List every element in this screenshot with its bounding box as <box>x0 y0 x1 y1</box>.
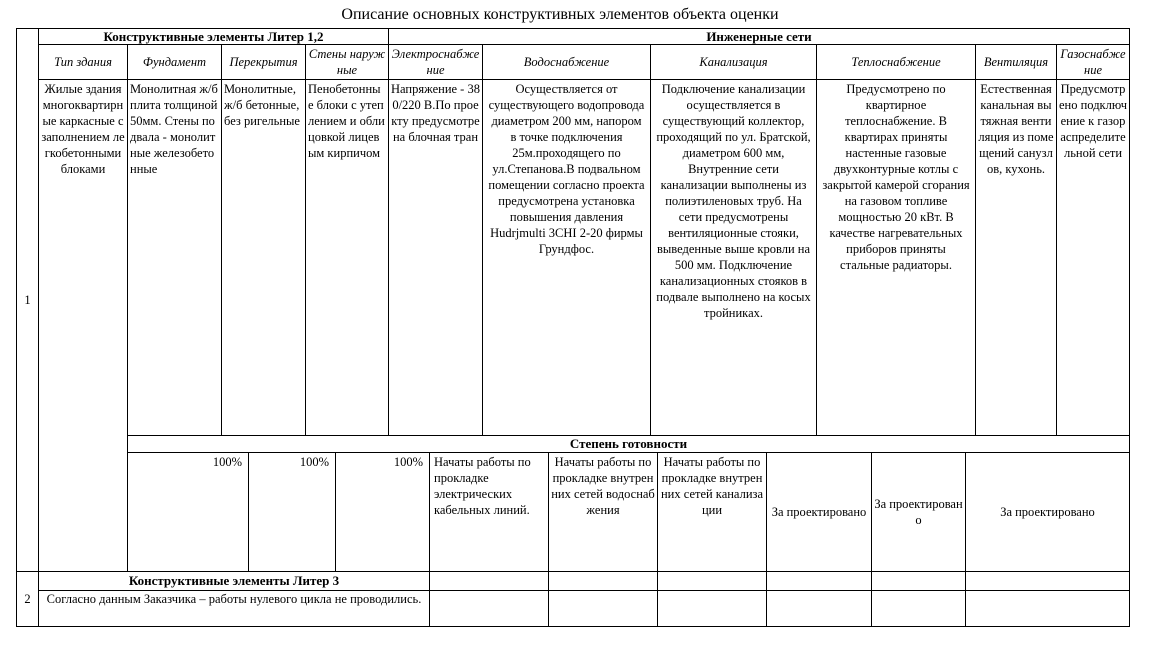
readiness-electric: Начаты работы по прокладке электрических кабельных линий. <box>434 455 531 517</box>
value-type: Жилые здания многоквартирные каркасные с заполнением легкобетонными блоками <box>41 82 125 176</box>
col-header-water: Водоснабжение <box>523 55 610 69</box>
col-header-foundation: Фундамент <box>142 55 207 69</box>
readiness-title: Степень готовности <box>569 436 688 451</box>
readiness-gas: За проектировано <box>1000 505 1095 519</box>
group-header-liter3: Конструктивные элементы Литер 3 <box>128 573 340 588</box>
readiness-water: Начаты работы по прокладке внутренних сетей водоснабжения <box>551 455 655 517</box>
value-water: Осуществляется от существующего водопровода диаметром 200 мм, напором в точке подключения 25м.проходящего по ул.Степанова.В подвальном помещении согласно проекта предусмотрена установка повышения давления Hudrjmulti 3CHI 2-20 фирмы Грундфос. <box>488 82 645 256</box>
value-electric: Напряжение - 380/220 В.По проекту предусмотрена блочная тран <box>391 82 480 144</box>
readiness-percent-1: 100% <box>212 455 242 469</box>
col-header-slabs: Перекрытия <box>229 55 298 69</box>
col-header-electric: Электроснабжение <box>391 47 480 77</box>
page-title: Описание основных конструктивных элементов объекта оценки <box>341 6 779 23</box>
col-header-sewer: Канализация <box>699 55 768 69</box>
readiness-percent-2: 100% <box>299 455 329 469</box>
value-vent: Естественная канальная вытяжная вентиляция из помещений санузлов, кухонь. <box>978 82 1054 176</box>
col-header-vent: Вентиляция <box>983 55 1049 69</box>
group-header-engineering: Инженерные сети <box>706 29 812 44</box>
col-header-type: Тип здания <box>54 55 112 69</box>
col-header-heat: Теплоснабжение <box>851 55 941 69</box>
readiness-sewer: Начаты работы по прокладке внутренних сетей канализации <box>660 455 764 517</box>
value-heat: Предусмотрено по квартирное теплоснабжение. В квартирах приняты настенные газовые двухконтурные котлы с закрытой камерой сгорания на газовом топливе мощностью 20 кВт. В качестве нагревательных приборов приняты стальные радиаторы. <box>822 82 970 272</box>
value-gas: Предусмотрено подключение к газораспределительной сети <box>1059 82 1128 160</box>
liter3-note: Согласно данным Заказчика – работы нулевого цикла не проводились. <box>46 592 422 606</box>
readiness-vent: За проектировано <box>874 497 963 527</box>
readiness-percent-3: 100% <box>393 455 423 469</box>
value-foundation: Монолитная ж/б плита толщиной 50мм. Стены подвала - монолитные железобетонные <box>130 82 218 176</box>
col-header-walls: Стены наружные <box>308 47 386 77</box>
col-header-gas: Газоснабжение <box>1060 47 1126 77</box>
row-number-2: 2 <box>24 592 31 606</box>
value-sewer: Подключение канализации осуществляется в существующий коллектор, проходящий по ул. Братской, диаметром 600 мм, Внутренние сети канализации выполнены из полиэтиленовых труб. На сети предусмотрены вентиляционные стояки, выведенные выше кровли на 500 мм. Подключение канализационных стояков в подвале выполнено на косых тройниках. <box>656 82 811 320</box>
group-header-liter12: Конструктивные элементы Литер 1,2 <box>103 29 324 44</box>
value-slabs: Монолитные, ж/б бетонные, без ригельные <box>224 82 300 128</box>
row-number-1: 1 <box>24 293 31 307</box>
value-walls: Пенобетонные блоки с утеплением и облицовкой лицевым кирпичом <box>308 82 385 160</box>
readiness-heat: За проектировано <box>771 505 867 519</box>
